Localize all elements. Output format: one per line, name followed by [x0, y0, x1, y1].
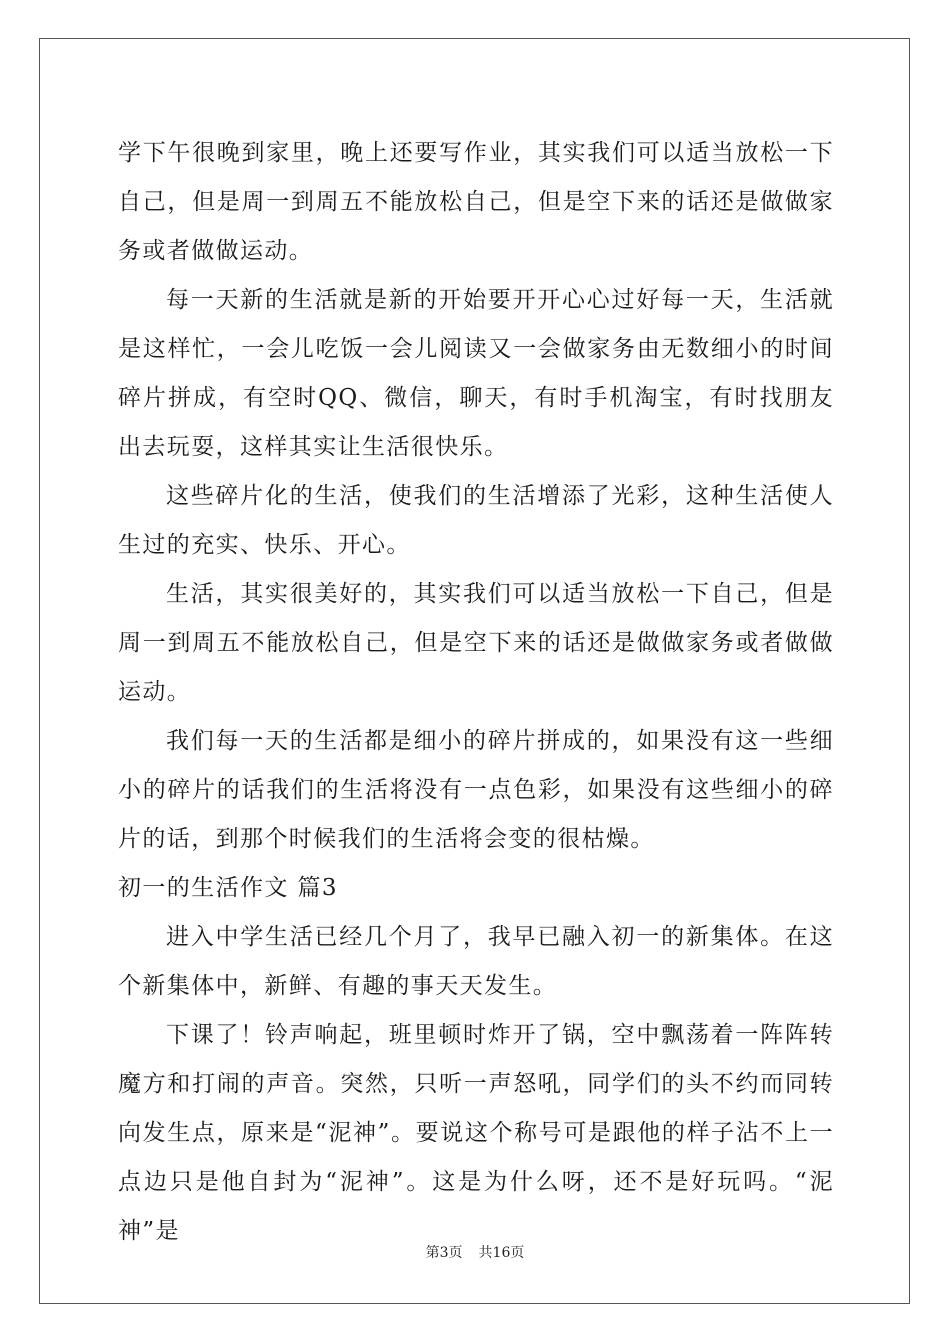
document-body [118, 129, 834, 1256]
paragraph-6: 进入中学生活已经几个月了，我早已融入初一的新集体。在这个新集体中，新鲜、有趣的事天天发生。 [118, 924, 834, 999]
paragraph-1: 学下午很晚到家里，晚上还要写作业，其实我们可以适当放松一下自己，但是周一到周五不能放松自己，但是空下来的话还是做做家务或者做做运动。 [118, 140, 834, 264]
paragraph-5: 我们每一天的生活都是细小的碎片拼成的，如果没有这一些细小的碎片的话我们的生活将没有一点色彩，如果没有这些细小的碎片的话，到那个时候我们的生活将会变的很枯燥。 [118, 728, 834, 852]
paragraph-3: 这些碎片化的生活，使我们的生活增添了光彩，这种生活使人生过的充实、快乐、开心。 [118, 483, 834, 558]
page-number: 第3页 [425, 1245, 463, 1261]
page-footer [0, 1243, 950, 1263]
paragraph-4: 生活，其实很美好的，其实我们可以适当放松一下自己，但是周一到周五不能放松自己，但是空下来的话还是做做家务或者做做运动。 [118, 581, 834, 705]
page-total: 共16页 [478, 1245, 525, 1261]
section-heading: 初一的生活作文 篇3 [118, 875, 338, 901]
paragraph-7: 下课了！铃声响起，班里顿时炸开了锅，空中飘荡着一阵阵转魔方和打闹的声音。突然，只听一声怒吼，同学们的头不约而同转向发生点，原来是“泥神”。要说这个称号可是跟他的样子沾不上一点边只是他自封为“泥神”。这是为什么呀，还不是好玩吗。“泥神”是 [118, 1022, 834, 1244]
paragraph-2: 每一天新的生活就是新的开始要开开心心过好每一天，生活就是这样忙，一会儿吃饭一会儿阅读又一会做家务由无数细小的时间碎片拼成，有空时QQ、微信，聊天，有时手机淘宝，有时找朋友出去玩耍，这样其实让生活很快乐。 [118, 287, 834, 460]
